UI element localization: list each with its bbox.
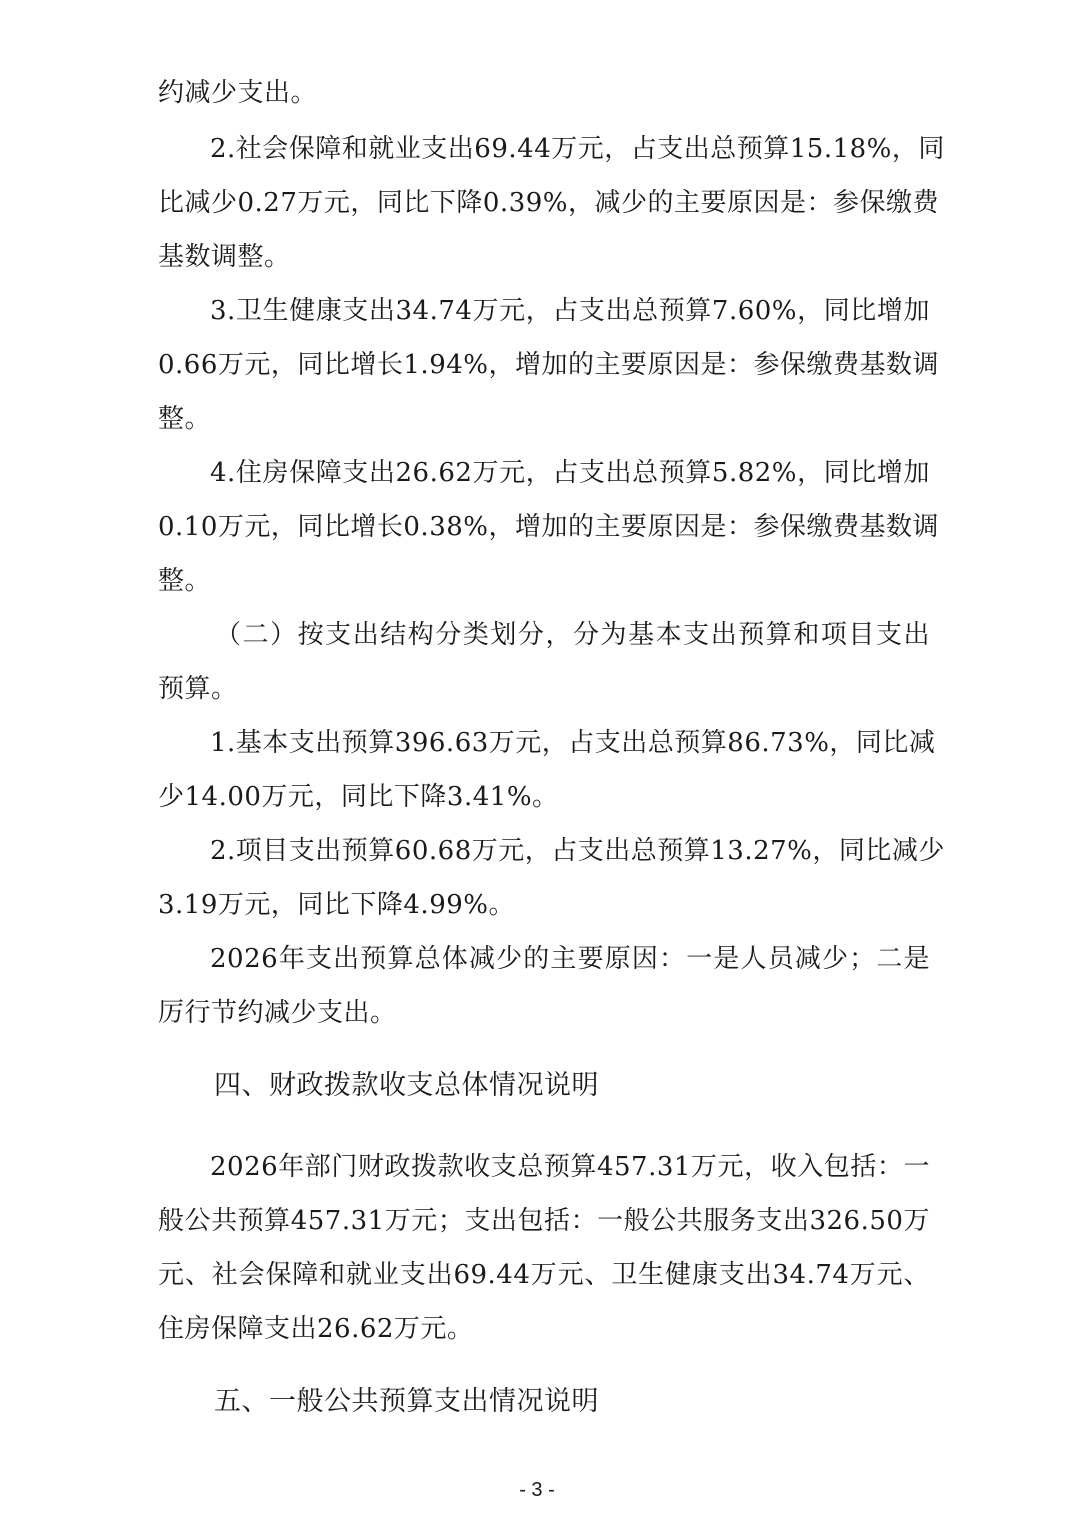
section-heading: 五、一般公共预算支出情况说明 [214, 1386, 599, 1417]
paragraph-line: 0.66万元，同比增长1.94%，增加的主要原因是：参保缴费基数调 [158, 350, 939, 380]
paragraph-line: 1.基本支出预算396.63万元，占支出总预算86.73%，同比减 [210, 728, 936, 758]
page-number: - 3 - [519, 1479, 555, 1501]
paragraph-line: （二）按支出结构分类划分，分为基本支出预算和项目支出 [215, 620, 930, 650]
paragraph-line: 厉行节约减少支出。 [158, 998, 397, 1028]
paragraph-line: 3.19万元，同比下降4.99%。 [158, 890, 515, 920]
paragraph-line: 整。 [158, 566, 212, 596]
paragraph-line: 2.社会保障和就业支出69.44万元，占支出总预算15.18%，同 [210, 134, 945, 164]
paragraph-line: 2026年支出预算总体减少的主要原因：一是人员减少；二是 [210, 944, 930, 974]
paragraph-line: 般公共预算457.31万元；支出包括：一般公共服务支出326.50万 [158, 1206, 930, 1236]
paragraph-line: 基数调整。 [158, 242, 291, 272]
paragraph-line: 住房保障支出26.62万元。 [158, 1314, 474, 1344]
paragraph-line: 元、社会保障和就业支出69.44万元、卫生健康支出34.74万元、 [158, 1260, 930, 1290]
paragraph-line: 0.10万元，同比增长0.38%，增加的主要原因是：参保缴费基数调 [158, 512, 939, 542]
paragraph-line: 少14.00万元，同比下降3.41%。 [158, 782, 559, 812]
section-heading: 四、财政拨款收支总体情况说明 [214, 1070, 599, 1101]
paragraph-line: 预算。 [158, 674, 238, 704]
paragraph-line: 3.卫生健康支出34.74万元，占支出总预算7.60%，同比增加 [210, 296, 930, 326]
paragraph-line: 整。 [158, 404, 212, 434]
paragraph-line: 2026年部门财政拨款收支总预算457.31万元，收入包括：一 [210, 1152, 930, 1182]
paragraph-line: 约减少支出。 [158, 78, 318, 108]
paragraph-line: 4.住房保障支出26.62万元，占支出总预算5.82%，同比增加 [210, 458, 930, 488]
paragraph-line: 比减少0.27万元，同比下降0.39%，减少的主要原因是：参保缴费 [158, 188, 939, 218]
paragraph-line: 2.项目支出预算60.68万元，占支出总预算13.27%，同比减少 [210, 836, 945, 866]
